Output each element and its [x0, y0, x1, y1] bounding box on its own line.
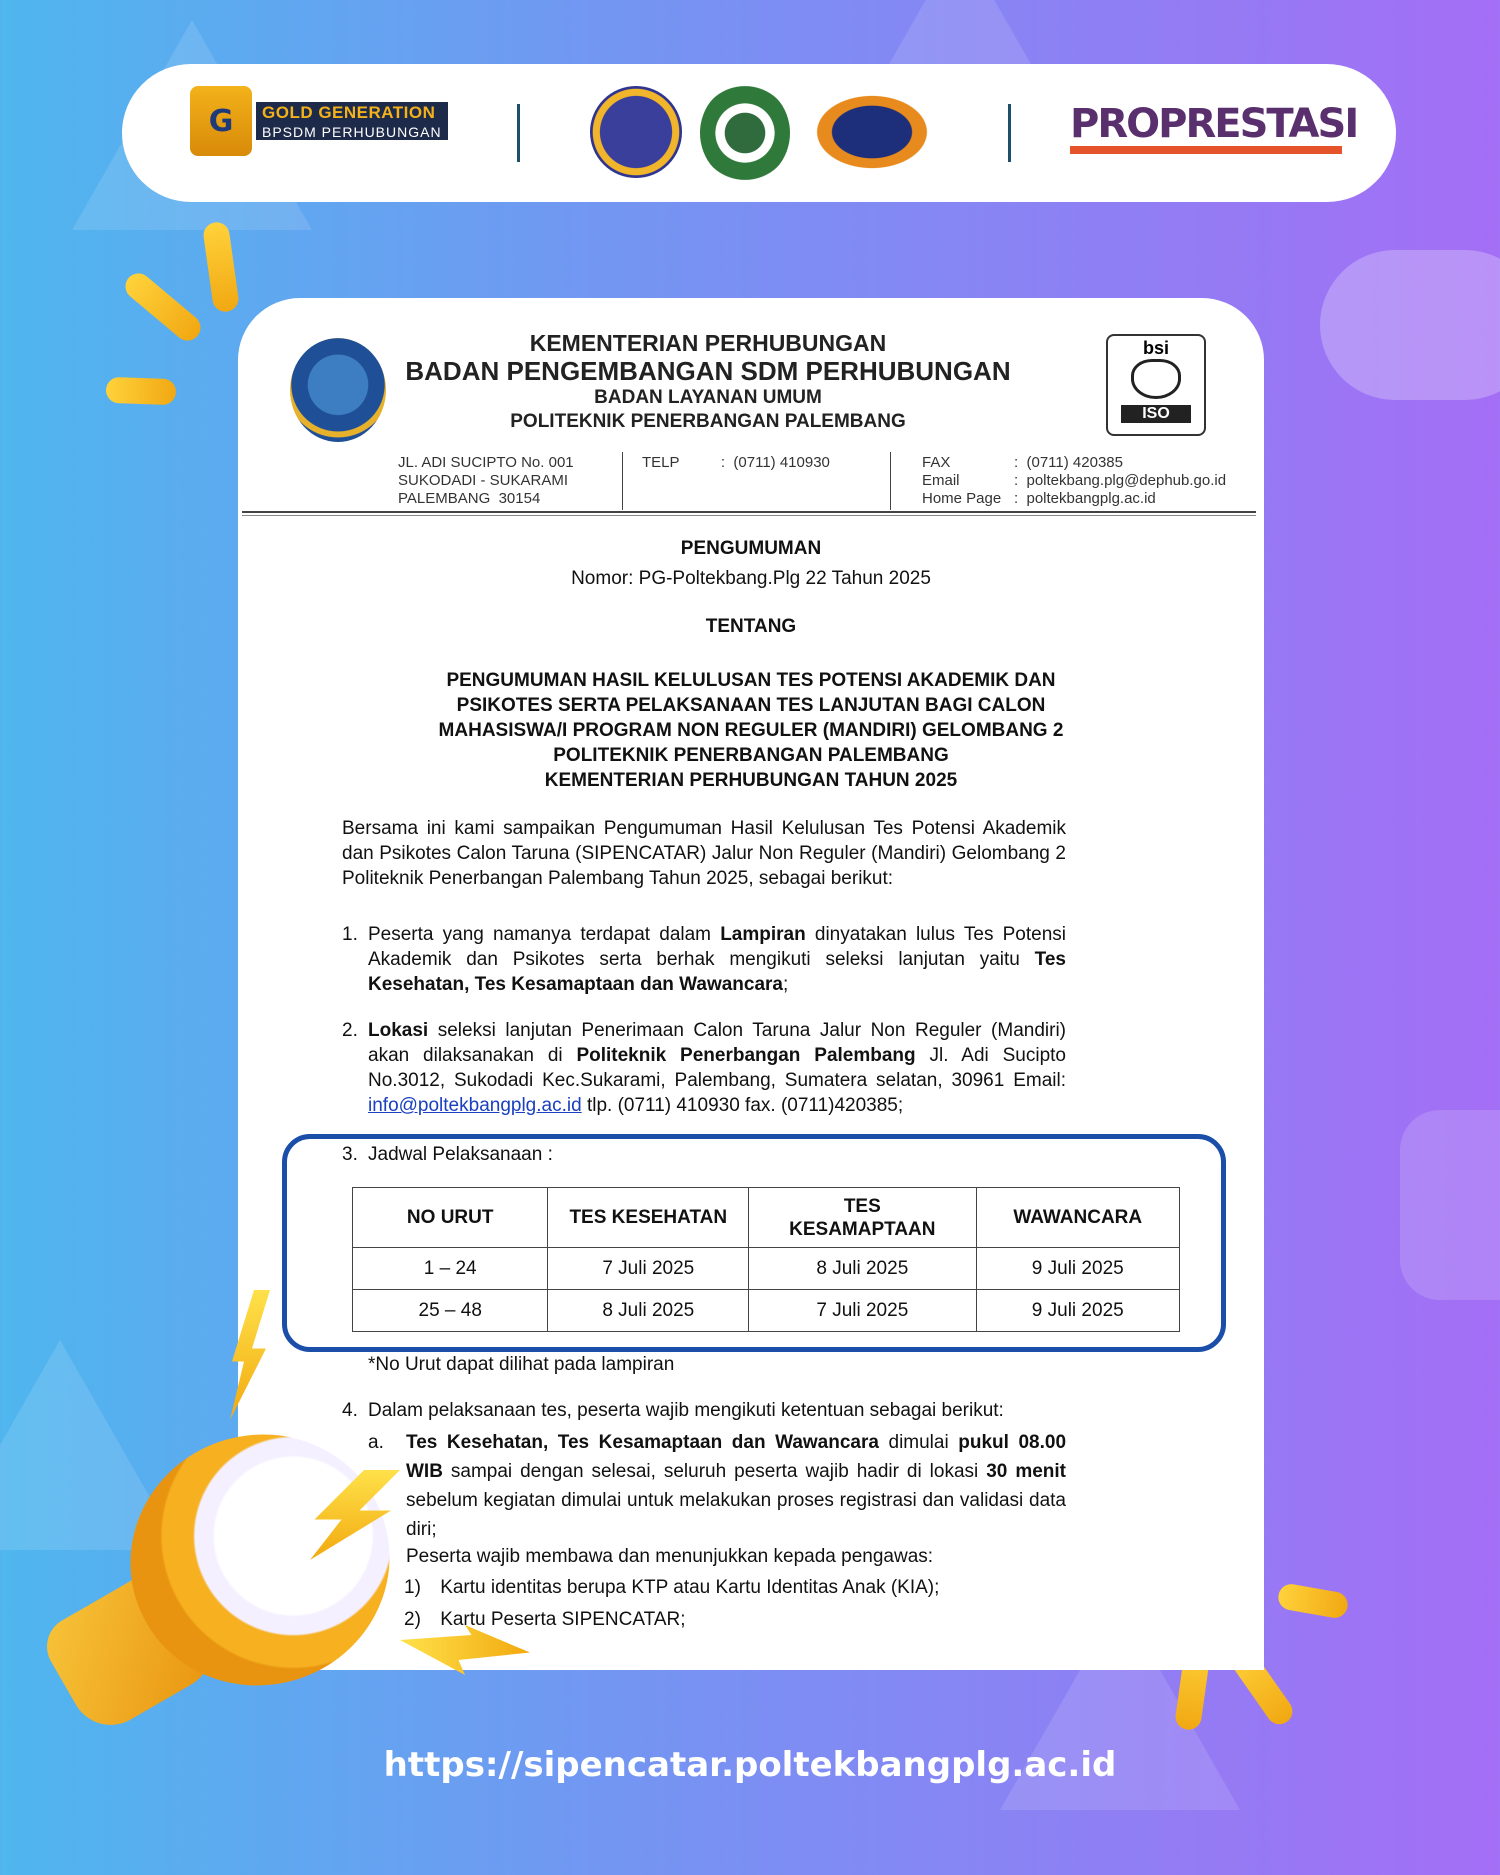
announcement-number: Nomor: PG-Poltekbang.Plg 22 Tahun 2025	[571, 568, 931, 589]
contact-values: : (0711) 420385 : poltekbang.plg@dephub.go.id : poltekbangplg.ac.id	[1014, 454, 1227, 507]
sub-list-item-text: Peserta wajib membawa dan menunjukkan kepada pengawas:	[406, 1546, 934, 1567]
requirement-item: 2) Kartu Peserta SIPENCATAR;	[404, 1609, 686, 1630]
telephone: TELP : (0711) 410930	[642, 454, 830, 471]
column-header: WAWANCARA	[976, 1188, 1180, 1248]
website-url[interactable]: https://sipencatar.poltekbangplg.ac.id	[383, 1745, 1117, 1785]
table-cell: 9 Juli 2025	[976, 1248, 1180, 1290]
bsi-kitemark-icon	[1131, 359, 1181, 399]
spark-ray-icon	[120, 268, 206, 346]
table-row	[353, 1248, 1180, 1290]
letterhead-rule	[242, 515, 1256, 516]
table-cell: 8 Juli 2025	[749, 1248, 976, 1290]
gg-badge-icon: G	[190, 86, 252, 156]
table-cell: 1 – 24	[353, 1248, 548, 1290]
title-line: MAHASISWA/I PROGRAM NON REGULER (MANDIRI) GELOMBANG 2	[438, 720, 1064, 741]
announcement-document	[238, 298, 1264, 1670]
bpsdm-emblem-icon	[700, 84, 790, 182]
proprestasi-wordmark: PROPRESTASI	[1070, 101, 1358, 147]
title-line: KEMENTERIAN PERHUBUNGAN TAHUN 2025	[544, 770, 958, 791]
gold-generation-subtitle: BPSDM PERHUBUNGAN	[256, 124, 448, 140]
letterhead	[378, 330, 1038, 434]
iso-label: ISO	[1121, 405, 1191, 423]
list-item: 1. Peserta yang namanya terdapat dalam Lampiran dinyatakan lulus Tes Potensi Akademik dan Psikotes serta berhak mengikuti seleksi lanjutan yaitu Tes Kesehatan, Tes Kesamaptaan dan Wawancara;	[342, 924, 1066, 995]
letterhead-blu: BADAN LAYANAN UMUM	[594, 387, 822, 408]
kemenhub-logo-icon	[290, 338, 386, 442]
table-cell: 7 Juli 2025	[749, 1290, 976, 1332]
divider	[622, 452, 623, 510]
column-header: TES KESAMAPTAAN	[749, 1188, 976, 1248]
letterhead-ministry: KEMENTERIAN PERHUBUNGAN	[529, 330, 887, 356]
divider	[890, 452, 891, 510]
letterhead-agency: BADAN PENGEMBANGAN SDM PERHUBUNGAN	[405, 356, 1011, 386]
spark-ray-icon	[1276, 1582, 1349, 1620]
spark-ray-icon	[202, 221, 240, 314]
proprestasi-tagline-bar	[1070, 146, 1342, 154]
requirement-item: 1) Kartu identitas berupa KTP atau Kartu Identitas Anak (KIA);	[404, 1577, 940, 1598]
column-header: NO URUT	[353, 1188, 548, 1248]
letterhead-rule	[242, 511, 1256, 513]
table-row	[353, 1290, 1180, 1332]
poltekbang-emblem-icon	[802, 86, 942, 178]
divider	[1008, 104, 1011, 162]
divider	[517, 104, 520, 162]
column-header: TES KESEHATAN	[548, 1188, 749, 1248]
sub-list-item-text: Tes Kesehatan, Tes Kesamaptaan dan Wawancara dimulai pukul 08.00 WIB sampai dengan selesai, seluruh peserta wajib hadir di lokasi 30 menit sebelum kegiatan dimulai untuk melakukan proses registrasi dan validasi data diri;	[406, 1432, 1067, 1540]
table-header-row	[353, 1188, 1180, 1248]
announcement-title	[238, 668, 1264, 793]
proprestasi-logo	[1070, 101, 1358, 154]
list-item-text: Lokasi seleksi lanjutan Penerimaan Calon Taruna Jalur Non Reguler (Mandiri) akan dilaksanakan di Politeknik Penerbangan Palembang Jl. Adi Sucipto No.3012, Sukodadi Kec.Sukarami, Palembang, Sumatera selatan, 30961 Email: info@poltekbangplg.ac.id tlp. (0711) 410930 fax. (0711)420385;	[368, 1020, 1066, 1116]
sub-list-item: a. Tes Kesehatan, Tes Kesamaptaan dan Wawancara dimulai pukul 08.00 WIB sampai dengan selesai, seluruh peserta wajib hadir di lokasi 30 menit sebelum kegiatan dimulai untuk melakukan proses registrasi dan validasi data diri;	[368, 1428, 1066, 1544]
gold-generation-logo	[190, 86, 448, 156]
list-item: 2. Lokasi seleksi lanjutan Penerimaan Calon Taruna Jalur Non Reguler (Mandiri) akan dilaksanakan di Politeknik Penerbangan Palembang Jl. Adi Sucipto No.3012, Sukodadi Kec.Sukarami, Palembang, Sumatera selatan, 30961 Email: info@poltekbangplg.ac.id tlp. (0711) 410930 fax. (0711)420385;	[342, 1020, 1066, 1116]
list-item-text: Peserta yang namanya terdapat dalam Lampiran dinyatakan lulus Tes Potensi Akademik dan Psikotes serta berhak mengikuti seleksi lanjutan yaitu Tes Kesehatan, Tes Kesamaptaan dan Wawancara;	[368, 924, 1066, 995]
address: JL. ADI SUCIPTO No. 001 SUKODADI - SUKARAMI PALEMBANG 30154	[398, 454, 574, 507]
intro-paragraph: Bersama ini kami sampaikan Pengumuman Hasil Kelulusan Tes Potensi Akademik dan Psikotes Calon Taruna (SIPENCATAR) Jalur Non Reguler (Mandiri) Gelombang 2 Politeknik Penerbangan Palembang Tahun 2025, sebagai berikut:	[342, 818, 1066, 889]
gold-generation-title: GOLD GENERATION	[256, 102, 448, 124]
table-cell: 9 Juli 2025	[976, 1290, 1180, 1332]
table-cell: 25 – 48	[353, 1290, 548, 1332]
table-cell: 7 Juli 2025	[548, 1248, 749, 1290]
tentang-label: TENTANG	[705, 616, 797, 637]
bsi-label: bsi	[1142, 338, 1169, 358]
table-cell: 8 Juli 2025	[548, 1290, 749, 1332]
title-line: POLITEKNIK PENERBANGAN PALEMBANG	[553, 745, 949, 766]
letterhead-institution: POLITEKNIK PENERBANGAN PALEMBANG	[510, 411, 906, 432]
list-item-text: Dalam pelaksanaan tes, peserta wajib mengikuti ketentuan sebagai berikut:	[368, 1400, 1004, 1421]
logo-bar	[122, 64, 1396, 202]
list-item: 3. Jadwal Pelaksanaan :	[342, 1142, 1066, 1167]
announcement-heading: PENGUMUMAN	[680, 538, 822, 559]
airplane-icon	[1320, 250, 1500, 400]
title-line: PSIKOTES SERTA PELAKSANAAN TES LANJUTAN BAGI CALON	[456, 695, 1046, 716]
title-line: PENGUMUMAN HASIL KELULUSAN TES POTENSI AKADEMIK DAN	[446, 670, 1056, 691]
schedule-note: *No Urut dapat dilihat pada lampiran	[368, 1354, 675, 1375]
spark-ray-icon	[106, 377, 177, 405]
kemenhub-seal-icon	[590, 86, 682, 178]
list-item: 4. Dalam pelaksanaan tes, peserta wajib mengikuti ketentuan sebagai berikut:	[342, 1398, 1066, 1423]
contact-labels: FAX Email Home Page	[922, 454, 1002, 507]
schedule-label: Jadwal Pelaksanaan :	[368, 1144, 553, 1165]
sub-list-item	[368, 1542, 1066, 1571]
schedule-table	[352, 1187, 1180, 1332]
email-link[interactable]: info@poltekbangplg.ac.id	[368, 1095, 582, 1116]
iso-certification-badge	[1106, 334, 1206, 436]
warning-badge-icon	[1400, 1110, 1500, 1300]
